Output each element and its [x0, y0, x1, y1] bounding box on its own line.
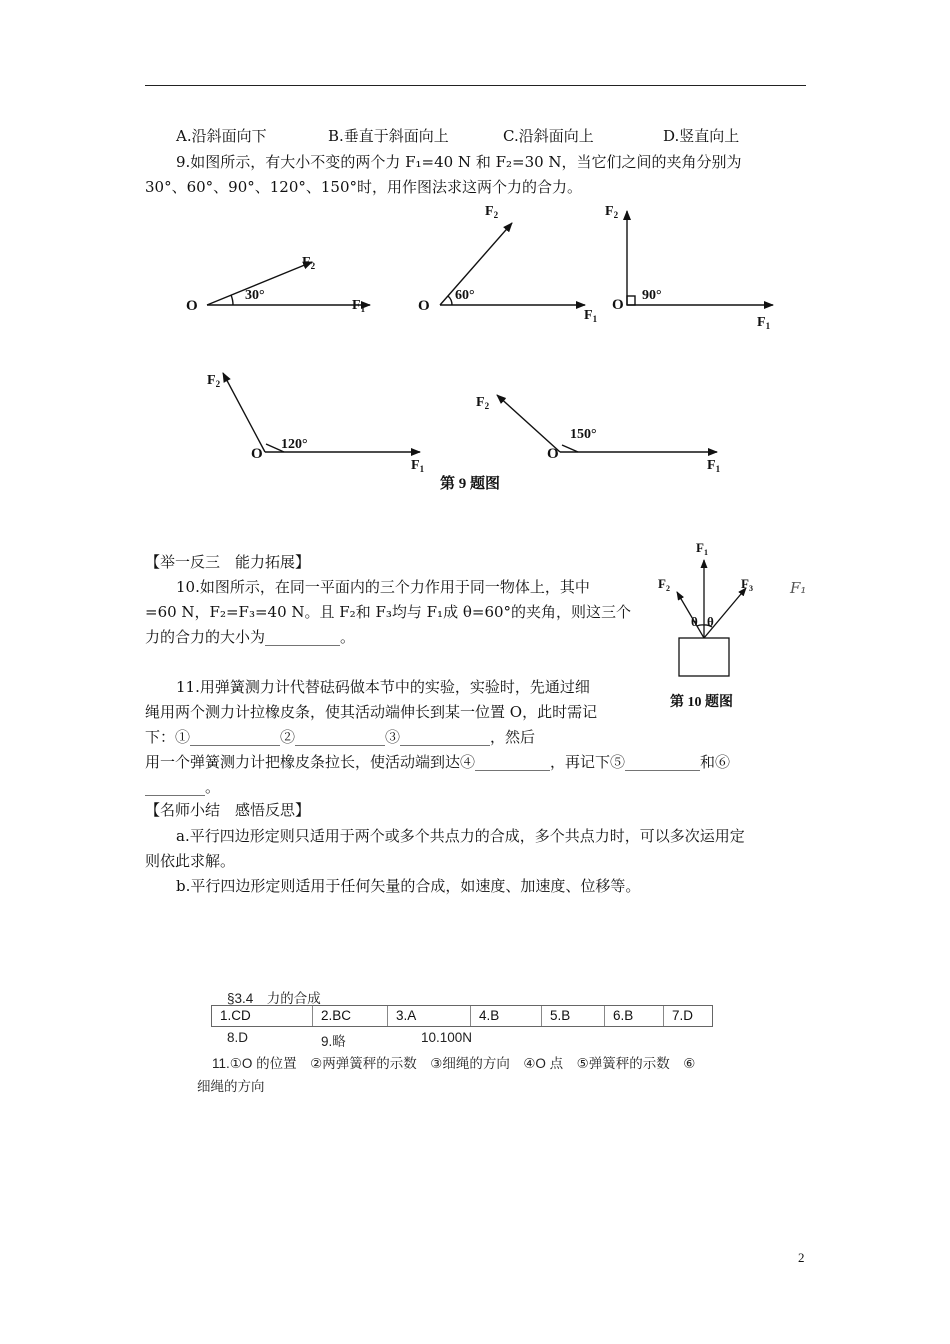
diagram150-f2-arrow	[497, 395, 560, 452]
diagram90-f1-label: $F_1$	[757, 315, 771, 331]
q11-line5: ________。	[145, 778, 221, 796]
q9-line1: 9.如图所示，有大小不变的两个力 F₁=40 N 和 F₂=30 N，当它们之间的夹角分别为	[176, 153, 742, 171]
q10-line3: 力的合力的大小为__________。	[145, 628, 356, 646]
diagram150-angle-label: 150°	[570, 427, 597, 442]
choice-d: D.竖直向上	[663, 127, 740, 145]
q10-f1-label: $F_1$	[696, 540, 708, 557]
answer-11-line1: 11.①O 的位置 ②两弹簧秤的示数 ③细绳的方向 ④O 点 ⑤弹簧秤的示数 ⑥	[212, 1056, 696, 1071]
q10-theta-right: θ	[707, 614, 714, 629]
page-number: 2	[798, 1250, 805, 1265]
q9-line2: 30°、60°、90°、120°、150°时，用作图法求这两个力的合力。	[145, 178, 583, 196]
choice-b: B.垂直于斜面向上	[328, 127, 449, 145]
diagram120-f1-label: $F_1$	[411, 458, 425, 474]
diagram30-angle-label: 30°	[245, 288, 265, 303]
q10-diagram	[640, 530, 780, 715]
answer-8: 8.D	[227, 1030, 249, 1045]
q9-figure-caption: 第 9 题图	[440, 476, 501, 492]
diagram120-f2-label: $F_2$	[207, 373, 221, 389]
diagram150-f1-label: $F_1$	[707, 458, 721, 474]
diagram90-angle-label: 90°	[642, 288, 662, 303]
answer-10: 10.100N	[421, 1030, 473, 1045]
diagram90-f2-label: $F_2$	[605, 204, 619, 220]
q11-line2: 绳用两个测力计拉橡皮条，使其活动端伸长到某一位置 O，此时需记	[145, 703, 598, 721]
right-angle-mark	[627, 296, 635, 305]
answer-cell: 4.B	[471, 1006, 542, 1026]
choice-c: C.沿斜面向上	[503, 127, 594, 145]
q10-figure-caption: 第 10 题图	[670, 695, 733, 710]
choice-a: A.沿斜面向下	[176, 127, 267, 145]
diagram30-origin-label: O	[186, 298, 198, 314]
answer-cell: 6.B	[605, 1006, 664, 1026]
section-summary-title: 【名师小结 感悟反思】	[145, 801, 311, 819]
answers-title: §3.4 力的合成	[227, 991, 321, 1006]
q10-f3-label: $F_3$	[741, 576, 753, 593]
q10-f2-label: $F_2$	[658, 576, 670, 593]
block-rect	[679, 638, 729, 676]
diagram60-angle-label: 60°	[455, 288, 475, 303]
q10-line1: 10.如图所示，在同一平面内的三个力作用于同一物体上，其中	[176, 578, 590, 596]
q10-line2: =60 N，F₂=F₃=40 N。且 F₂和 F₃均与 F₁成 θ=60°的夹角，则这三个	[145, 603, 632, 621]
diagram120-f2-arrow	[223, 373, 265, 452]
diagram150-origin-label: O	[547, 446, 559, 462]
q9-diagrams	[0, 195, 950, 495]
header-rule	[145, 85, 806, 86]
diagram60-f2-label: $F_2$	[485, 204, 499, 220]
diagram120-origin-label: O	[251, 446, 263, 462]
diagram150-f2-label: $F_2$	[476, 395, 490, 411]
answer-cell: 7.D	[672, 1008, 694, 1023]
q10-theta-left: θ	[691, 614, 698, 629]
summary-a-line2: 则依此求解。	[145, 852, 236, 870]
q10-side-label: F₁	[790, 579, 807, 597]
diagram60-f2-arrow	[440, 223, 512, 305]
summary-b: b.平行四边形定则适用于任何矢量的合成，如速度、加速度、位移等。	[176, 877, 641, 895]
answer-9: 9.略	[321, 1034, 346, 1049]
answer-cell: 1.CD	[212, 1006, 313, 1026]
section-expand-title: 【举一反三 能力拓展】	[145, 553, 311, 571]
q11-line4: 用一个弹簧测力计把橡皮条拉长，使活动端到达④__________，再记下⑤__________和⑥	[145, 753, 731, 771]
q10-f3-arrow	[704, 588, 746, 638]
answer-cell: 5.B	[542, 1006, 605, 1026]
diagram90-origin-label: O	[612, 297, 624, 313]
summary-a-line1: a.平行四边形定则只适用于两个或多个共点力的合成，多个共点力时，可以多次运用定	[176, 827, 745, 845]
q11-line3: 下：①____________②____________③____________，然后	[145, 728, 536, 746]
q11-line1: 11.用弹簧测力计代替砝码做本节中的实验，实验时，先通过细	[176, 678, 590, 696]
answer-cell: 2.BC	[313, 1006, 388, 1026]
diagram30-f1-label: $F_1$	[352, 298, 366, 314]
diagram120-angle-label: 120°	[281, 437, 308, 452]
answer-11-line2: 细绳的方向	[197, 1079, 265, 1094]
answer-cell: 3.A	[388, 1006, 471, 1026]
diagram60-origin-label: O	[418, 298, 430, 314]
answers-row	[211, 1005, 713, 1027]
diagram30-f2-label: $F_2$	[302, 255, 316, 271]
diagram60-f1-label: $F_1$	[584, 308, 598, 324]
